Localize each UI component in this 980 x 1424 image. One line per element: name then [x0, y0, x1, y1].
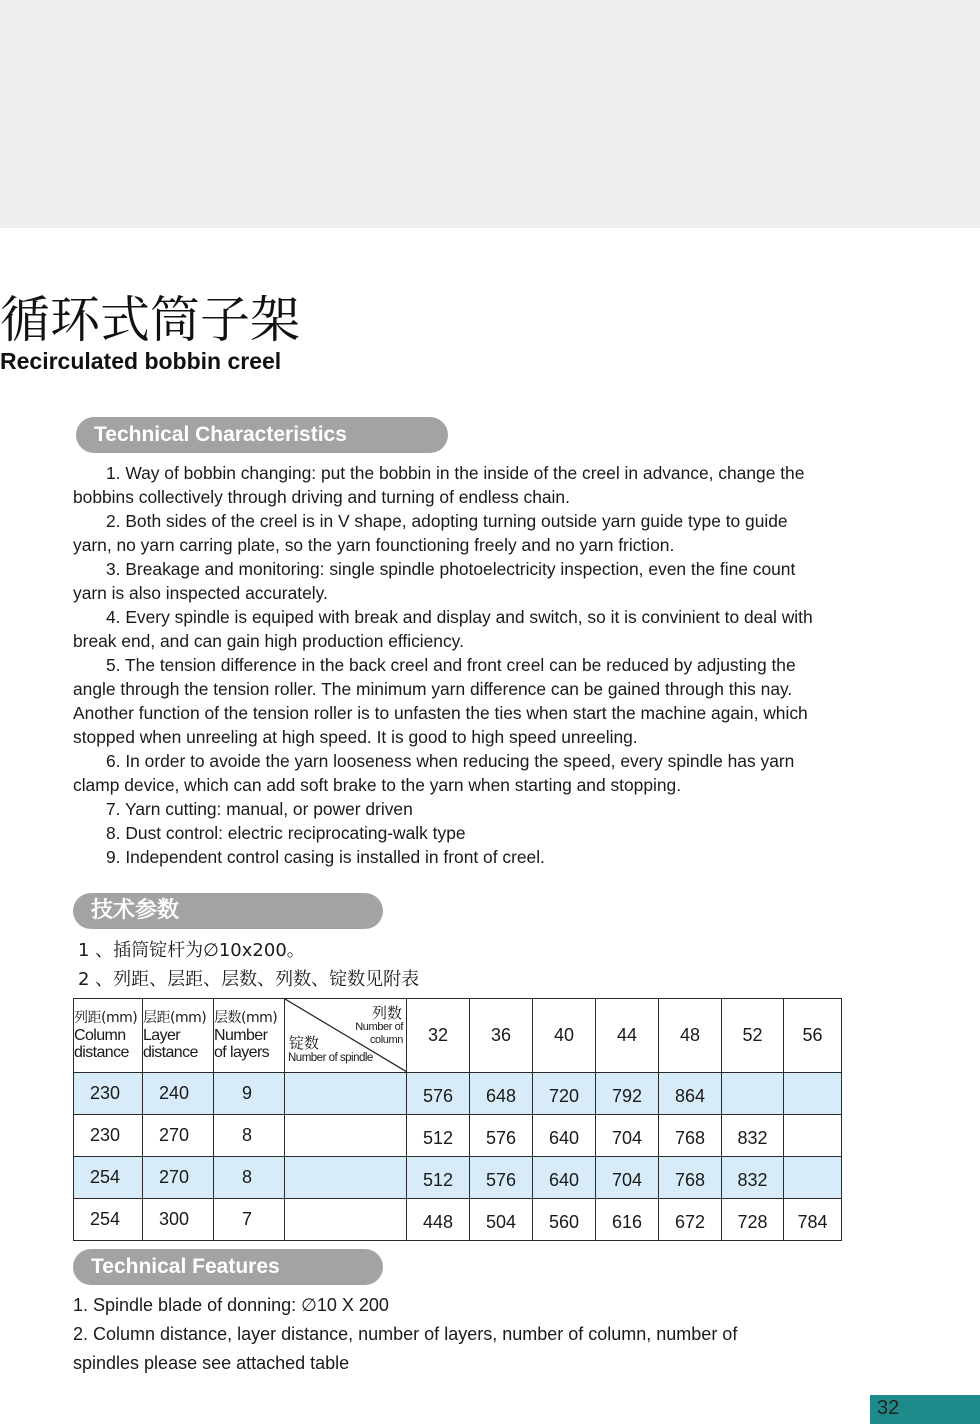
cell-spindles: 512: [407, 1157, 470, 1199]
cell-spindles: 768: [659, 1115, 722, 1157]
cell-spindles: 448: [407, 1199, 470, 1241]
cell-spindles: 576: [407, 1073, 470, 1115]
characteristic-item: 3. Breakage and monitoring: single spindle photoelectricity inspection, even the fine count yarn is also inspected accurately.: [73, 559, 796, 603]
cell-spindles: 832: [722, 1157, 784, 1199]
header-column-count: 32: [407, 999, 470, 1073]
header-spindles-en: Number of spindle: [288, 1052, 373, 1064]
cell-spindles: [784, 1073, 842, 1115]
characteristic-item: 8. Dust control: electric reciprocating-walk type: [106, 823, 466, 843]
section-heading-params: 技术参数: [73, 893, 383, 929]
cell-spindles: 672: [659, 1199, 722, 1241]
cell-spindles: 576: [470, 1157, 533, 1199]
param-item: 2 、列距、层距、层数、列数、锭数见附表: [78, 969, 420, 990]
header-column-count: 48: [659, 999, 722, 1073]
feature-item: 1. Spindle blade of donning: ∅10 X 200: [73, 1295, 389, 1315]
characteristic-item: 2. Both sides of the creel is in V shape, adopting turning outside yarn guide type to guide yarn, no yarn carring plate, so the yarn founctioning freely and no yarn friction.: [73, 511, 788, 555]
characteristic-item: 4. Every spindle is equiped with break and display and switch, so it is convinient to deal with break end, and can gain high production efficiency.: [73, 607, 813, 651]
characteristic-item: 1. Way of bobbin changing: put the bobbin in the inside of the creel in advance, change the bobbins collectively through driving and turning of endless chain.: [73, 463, 805, 507]
header-column-count: 36: [470, 999, 533, 1073]
cell-spindles: 728: [722, 1199, 784, 1241]
header-column-count: 44: [596, 999, 659, 1073]
cell-spindles: 864: [659, 1073, 722, 1115]
cell-empty: [285, 1115, 407, 1157]
cell-spindles: 640: [533, 1115, 596, 1157]
cell-column-distance: 230: [74, 1073, 143, 1115]
cell-empty: [285, 1157, 407, 1199]
cell-empty: [285, 1073, 407, 1115]
cell-column-distance: 230: [74, 1115, 143, 1157]
title-english: Recirculated bobbin creel: [0, 348, 282, 374]
cell-spindles: 576: [470, 1115, 533, 1157]
cell-spindles: 640: [533, 1157, 596, 1199]
characteristic-item: 9. Independent control casing is installed in front of creel.: [106, 847, 545, 867]
header-column-distance: 列距(mm) Column distance: [74, 999, 143, 1073]
section-heading-characteristics: Technical Characteristics: [76, 417, 448, 453]
header-band: [0, 0, 980, 228]
cell-spindles: 768: [659, 1157, 722, 1199]
cell-spindles: 784: [784, 1199, 842, 1241]
cell-layers: 8: [214, 1157, 285, 1199]
cell-spindles: [784, 1115, 842, 1157]
header-diagonal-cell: [285, 999, 407, 1073]
cell-layers: 9: [214, 1073, 285, 1115]
header-column-count: 40: [533, 999, 596, 1073]
cell-layer-distance: 270: [143, 1115, 214, 1157]
header-layer-distance: 层距(mm) Layer distance: [143, 999, 214, 1073]
cell-spindles: 832: [722, 1115, 784, 1157]
cell-spindles: 704: [596, 1115, 659, 1157]
feature-item: 2. Column distance, layer distance, number of layers, number of column, number of spindles please see attached table: [73, 1324, 738, 1373]
characteristic-item: 7. Yarn cutting: manual, or power driven: [106, 799, 413, 819]
cell-layers: 8: [214, 1115, 285, 1157]
cell-spindles: 720: [533, 1073, 596, 1115]
cell-column-distance: 254: [74, 1157, 143, 1199]
features-list: [73, 1291, 773, 1378]
cell-spindles: 704: [596, 1157, 659, 1199]
section-heading-features: Technical Features: [73, 1249, 383, 1285]
header-columns-cn: 列数: [371, 1004, 402, 1022]
table-row: [74, 1115, 842, 1157]
title-chinese: 循环式筒子架: [0, 291, 300, 349]
cell-column-distance: 254: [74, 1199, 143, 1241]
table-row: [74, 1073, 842, 1115]
cell-spindles: 616: [596, 1199, 659, 1241]
cell-spindles: [722, 1073, 784, 1115]
cell-spindles: 512: [407, 1115, 470, 1157]
table-row: [74, 1157, 842, 1199]
cell-layer-distance: 300: [143, 1199, 214, 1241]
cell-layers: 7: [214, 1199, 285, 1241]
header-columns-en: Number of column: [355, 1021, 403, 1046]
page-number: 32: [877, 1397, 900, 1419]
cell-spindles: [784, 1157, 842, 1199]
param-item: 1 、插筒锭杆为∅10x200。: [78, 940, 305, 961]
characteristic-item: 5. The tension difference in the back creel and front creel can be reduced by adjusting the angle through the tension roller. The minimum yarn difference can be gained through this nay. Another function of the tension roller is to unfasten the ties when start the machine again, which stopped when unreeling at high speed. It is good to high speed unreeling.: [73, 655, 808, 747]
table-row: [74, 1199, 842, 1241]
cell-spindles: 504: [470, 1199, 533, 1241]
characteristic-item: 6. In order to avoide the yarn looseness when reducing the speed, every spindle has yarn clamp device, which can add soft brake to the yarn when starting and stopping.: [73, 751, 795, 795]
header-number-of-layers: 层数(mm) Number of layers: [214, 999, 285, 1073]
cell-empty: [285, 1199, 407, 1241]
cell-layer-distance: 270: [143, 1157, 214, 1199]
header-column-count: 52: [722, 999, 784, 1073]
params-list: [78, 936, 678, 994]
cell-spindles: 648: [470, 1073, 533, 1115]
cell-spindles: 792: [596, 1073, 659, 1115]
header-spindles-cn: 锭数: [289, 1034, 320, 1052]
characteristics-list: [73, 461, 825, 869]
table-header-row: [74, 999, 842, 1073]
cell-spindles: 560: [533, 1199, 596, 1241]
spec-table: [73, 998, 842, 1241]
header-column-count: 56: [784, 999, 842, 1073]
cell-layer-distance: 240: [143, 1073, 214, 1115]
